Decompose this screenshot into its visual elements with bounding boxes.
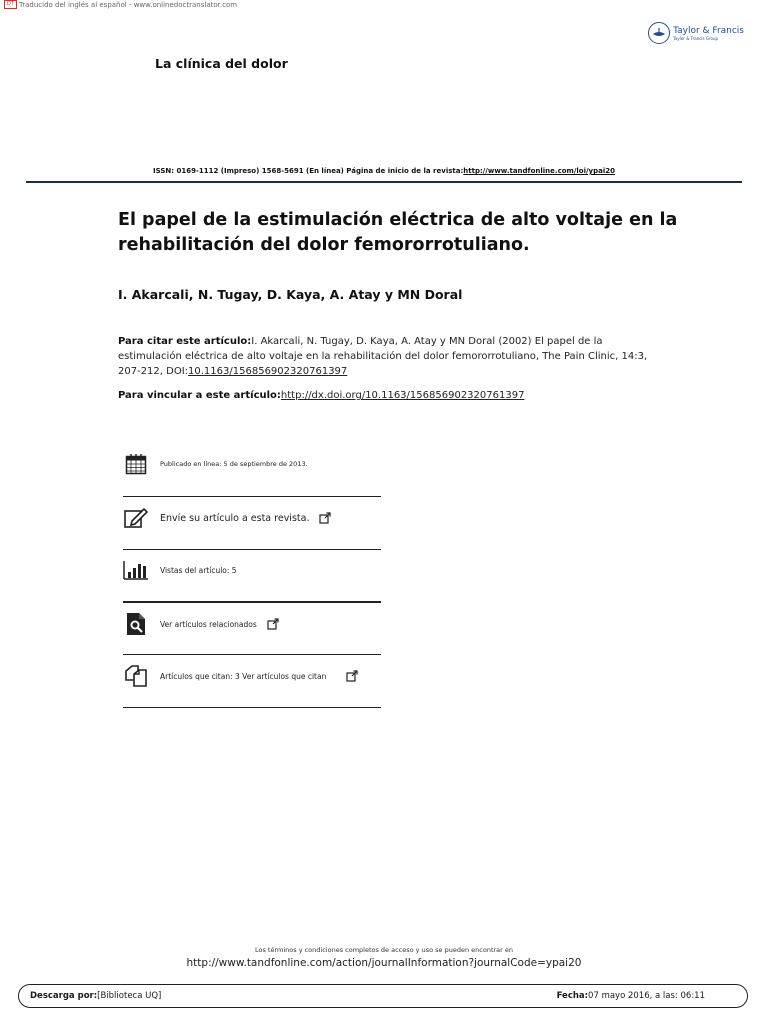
terms-note: Los términos y condiciones completos de acceso y uso se pueden encontrar en — [254, 946, 514, 954]
journal-homepage-link[interactable]: http://www.tandfonline.com/loi/ypai20 — [463, 167, 615, 175]
date-value: 07 mayo 2016, a las: 06:11 — [588, 991, 705, 1001]
citing-documents-icon — [123, 663, 149, 689]
external-link-icon[interactable] — [319, 509, 331, 528]
doi-link[interactable]: 10.1163/156856902320761397 — [188, 366, 348, 377]
bar-chart-icon — [123, 557, 149, 583]
download-value: [Biblioteca UQ] — [97, 991, 162, 1001]
submit-article-link[interactable]: Envíe su artículo a esta revista. — [160, 512, 310, 524]
external-link-icon[interactable] — [346, 667, 358, 686]
terms-url-link[interactable]: http://www.tandfonline.com/action/journalInformation?journalCode=ypai20 — [186, 957, 582, 969]
article-doi-url-link[interactable]: http://dx.doi.org/10.1163/156856902320761397 — [280, 390, 525, 401]
article-link-line — [118, 390, 524, 401]
download-footer — [18, 984, 748, 1008]
journal-title: La clínica del dolor — [155, 56, 288, 71]
citation-block — [118, 334, 658, 379]
citation-label: Para citar este artículo: — [118, 336, 252, 347]
citing-articles-row[interactable] — [123, 663, 381, 689]
edit-icon — [123, 505, 149, 531]
external-link-icon[interactable] — [267, 615, 279, 634]
translator-note[interactable] — [4, 0, 237, 9]
article-authors: I. Akarcali, N. Tugay, D. Kaya, A. Atay y MN Doral — [118, 287, 463, 302]
search-document-icon — [123, 611, 149, 637]
publisher-logo — [648, 22, 744, 44]
header-rule — [26, 181, 742, 183]
download-label: Descarga por: — [30, 991, 98, 1001]
panel-divider — [123, 601, 381, 603]
issn-line — [0, 167, 768, 175]
panel-divider — [123, 496, 381, 497]
article-views-row — [123, 557, 381, 583]
article-title: El papel de la estimulación eléctrica de alto voltaje en la rehabilitación del dolor femororrotuliano. — [118, 210, 678, 255]
citing-articles-link[interactable]: Artículos que citan: 3 Ver artículos que citan — [160, 671, 327, 681]
panel-divider — [123, 654, 381, 655]
calendar-icon — [123, 451, 149, 477]
article-link-label: Para vincular a este artículo: — [118, 390, 281, 401]
panel-divider — [123, 707, 381, 708]
doc-translator-icon: DT — [4, 0, 17, 9]
related-articles-row[interactable] — [123, 611, 381, 637]
download-info — [30, 991, 161, 1001]
date-label: Fecha: — [556, 991, 589, 1001]
publisher-name: Taylor & Francis — [673, 25, 744, 36]
article-views: Vistas del artículo: 5 — [160, 565, 237, 575]
publisher-emblem-icon — [648, 22, 670, 44]
published-date: Publicado en línea: 5 de septiembre de 2013. — [160, 460, 308, 468]
citation-text: I. Akarcali, N. Tugay, D. Kaya, A. Atay y MN Doral (2002) El papel de la estimulación eléctrica de alto voltaje en la rehabilitación del dolor femororrotuliano, The Pain Clinic, 14:3, 207-212, DOI: — [118, 336, 648, 377]
date-info — [557, 991, 705, 1001]
submit-article-row[interactable] — [123, 505, 381, 531]
related-articles-link[interactable]: Ver artículos relacionados — [160, 619, 257, 629]
panel-divider — [123, 549, 381, 550]
issn-text: ISSN: 0169-1112 (Impreso) 1568-5691 (En línea) Página de inicio de la revista: — [153, 167, 464, 175]
translator-note-text: Traducido del inglés al español - www.onlinedoctranslator.com — [19, 0, 238, 9]
published-row — [123, 451, 381, 477]
publisher-subtitle: Taylor & Francis Group — [673, 35, 719, 41]
